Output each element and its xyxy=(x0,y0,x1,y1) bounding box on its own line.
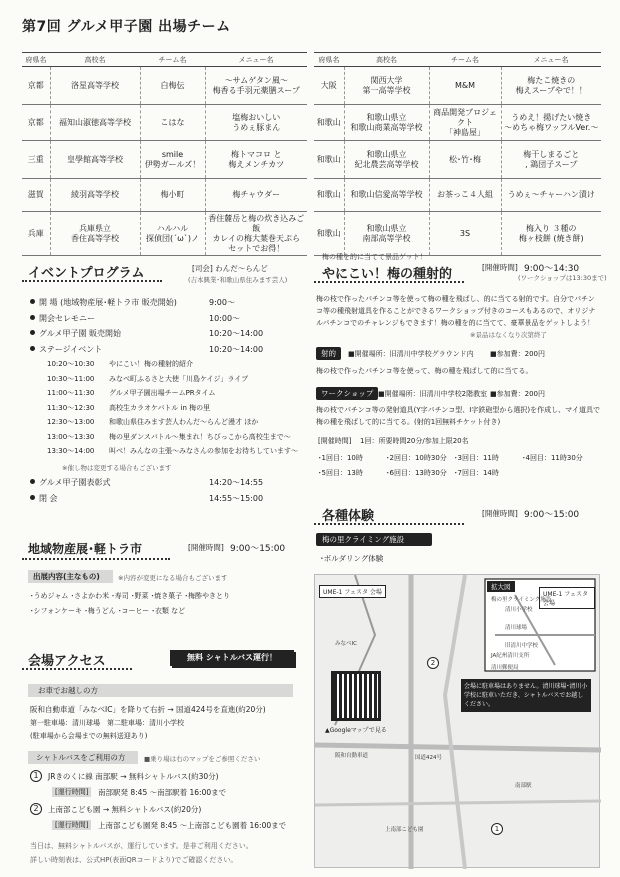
workshop-time-label: [開催時間] xyxy=(318,437,352,445)
team-row xyxy=(314,179,601,212)
target-hours-label: [開催時間] xyxy=(482,263,518,272)
stage-row xyxy=(47,403,210,413)
stage-desc: やにこい！梅の種射的紹介 xyxy=(109,360,193,368)
map-label: 梅の里クライミング施設 xyxy=(491,597,552,603)
shuttle-banner-text: 無料 シャトルバス運行！ xyxy=(171,651,293,665)
team-row xyxy=(314,67,601,105)
stage-note: ※催し物は変更する場合もございます xyxy=(62,464,172,472)
header-menu: メニュー名 xyxy=(501,53,601,67)
event-item xyxy=(30,344,263,355)
map-label: 上南部こども園 xyxy=(385,827,424,833)
event-item-label: 閉 会 xyxy=(39,493,58,503)
target-hours-ws: (ワークショップは13:30まで) xyxy=(518,274,607,282)
team-menu: 梅干しまるごと , 鶏団子スープ xyxy=(501,141,601,179)
map-zoom-label xyxy=(487,581,515,592)
team-row xyxy=(22,212,307,256)
header-school: 高校名 xyxy=(344,53,429,67)
team-pref: 京都 xyxy=(22,67,50,105)
map-venue-box-1 xyxy=(319,585,386,598)
experience-tag-text: 梅の里クライミング施設 xyxy=(322,535,405,544)
team-menu: 香住麓岳と梅の炊き込みご飯 カレイの梅大葉巻天ぷら セットでお得！ xyxy=(205,212,307,256)
workshop-session: ･3回目：11時 xyxy=(454,454,499,462)
stage-row xyxy=(47,359,193,369)
qr-code xyxy=(331,671,381,721)
workshop-session: ･5回目：13時 xyxy=(318,469,363,477)
team-menu: ～サムゲタン風～ 梅香る手羽元薬膳スープ xyxy=(205,67,307,105)
experience-title: 各種体験 xyxy=(322,509,375,524)
workshop-session: ･1回目：10時 xyxy=(318,454,363,462)
event-item xyxy=(30,328,263,339)
stage-desc: みなべ町ふるさと大使「川島ケイジ」ライブ xyxy=(109,374,249,383)
team-school: 皇學館高等学校 xyxy=(50,141,140,179)
mc-label: [司会] わんだ～らんど xyxy=(192,264,268,273)
car-tag xyxy=(28,684,293,697)
target-desc: 梅の枝で作ったパチンコ等を使って梅の種を飛ばし、的に当てる射的です。自分でパチンコ等の種飛射道具を作ることができるワークショップ付きのコースもあるので、オリジナルパチンコでのチャレンジもできます！梅の種を的に当てて、豪華景品をゲットしよう！ xyxy=(316,295,596,327)
team-row xyxy=(22,141,307,179)
stage-row xyxy=(47,446,298,456)
map-notice: 会場に駐車場はありません。清川球場･清川小学校に駐車いただき、シャトルバスでお越しください。 xyxy=(461,679,591,712)
car-tag-text: お車でお越しの方 xyxy=(38,686,98,695)
stage-desc: 叫べ！みんなの主張～みなさんの参加をお待ちしています～ xyxy=(109,447,298,455)
target-title: やにこい！梅の種射的 xyxy=(322,267,453,282)
market-underline xyxy=(22,554,170,560)
team-team: 白梅伝 xyxy=(140,67,205,105)
event-title-underline xyxy=(22,276,162,282)
map-venue-box-2-text: UME-1 フェスタ 会場 xyxy=(543,591,588,607)
team-pref: 三重 xyxy=(22,141,50,179)
team-pref: 大阪 xyxy=(314,67,344,105)
map-label: 清川球場 xyxy=(505,625,528,631)
event-item-label: グルメ甲子園 販売開始 xyxy=(39,329,122,338)
team-menu: うめえ！揚げたい焼き ～めちゃ梅ワッフルVer.～ xyxy=(501,105,601,141)
event-item-time: 10:20～14:00 xyxy=(209,329,264,338)
market-tag xyxy=(28,570,113,583)
map-label: 国道424号 xyxy=(415,755,442,761)
workshop-session: ･4回目：11時30分 xyxy=(522,454,583,462)
parking-note: (駐車場から会場までの無料送迎あり) xyxy=(30,732,148,740)
bullet-icon xyxy=(30,299,35,304)
stage-desc: グルメ甲子園出場チームPRタイム xyxy=(109,389,216,397)
market-line1: ･うめジャム ･さよかわ米 ･寿司 ･野菜 ･焼き菓子 ･梅酢やきとり xyxy=(30,592,230,600)
team-school: 和歌山県立 紀北農芸高等学校 xyxy=(344,141,429,179)
shateki-fee: ■参加費：200円 xyxy=(490,350,545,358)
shateki-place: ■開催場所：旧清川中学校グラウンド内 xyxy=(348,350,474,358)
map-label: みなべIC xyxy=(335,641,357,647)
stage-time: 13:30～14:00 xyxy=(47,447,95,455)
map-label: 阪和自動車道 xyxy=(335,753,369,759)
team-team: 梅小町 xyxy=(140,179,205,212)
shuttle-note: ■乗り場は右のマップをご参照ください xyxy=(144,755,261,763)
experience-item: ･ボルダリング体験 xyxy=(320,554,384,563)
event-item xyxy=(30,297,235,308)
team-pref: 京都 xyxy=(22,105,50,141)
team-menu: うめぇ～チャーハン漬け xyxy=(501,179,601,212)
team-pref: 兵庫 xyxy=(22,212,50,256)
team-pref: 和歌山 xyxy=(314,105,344,141)
route1: JRきのくに線 南部駅 → 無料シャトルバス(約30分) xyxy=(48,772,219,781)
market-title: 地域物産展･軽トラ市 xyxy=(28,542,143,556)
workshop-place: ■開催場所：旧清川中学校2階教室 xyxy=(378,390,488,398)
event-item-time: 10:20～14:00 xyxy=(209,344,264,354)
shuttle-tag xyxy=(28,751,138,764)
route2: 上南部こども園 → 無料シャトルバス(約20分) xyxy=(48,805,202,814)
stage-row xyxy=(47,417,258,427)
stage-time: 12:30～13:00 xyxy=(47,418,95,426)
team-team: お茶っこ４人組 xyxy=(429,179,501,212)
market-note: ※内容が変更になる場合もございます xyxy=(118,574,228,582)
map-label: 清川小学校 xyxy=(505,607,533,613)
team-school: 福知山淑徳高等学校 xyxy=(50,105,140,141)
workshop-desc: 梅の枝でパチンコ等の発射道具(Y字パチンコ型、I字鉄砲型から選択)を作成し、マイ道具で梅の種を飛ばして的に当てる。(射的1回無料チケット付き) xyxy=(316,406,600,426)
event-item xyxy=(30,313,240,324)
route1-hours-label: [運行時間] xyxy=(52,787,91,797)
page-title: 第7回 グルメ甲子園 出場チーム xyxy=(22,19,231,35)
bullet-icon xyxy=(30,479,35,484)
event-item-label: ステージイベント xyxy=(39,344,103,354)
map-label: 清川郵便局 xyxy=(491,665,519,671)
stage-time: 11:00～11:30 xyxy=(47,389,95,397)
access-title: 会場アクセス xyxy=(28,654,106,669)
workshop-tag: ワークショップ xyxy=(316,387,378,400)
stage-desc: 和歌山県住みます芸人わんだ～らんど漫才 ほか xyxy=(109,418,259,426)
market-hours: 9:00～15:00 xyxy=(230,544,286,554)
map-label: JA紀州清川支所 xyxy=(491,653,530,659)
qr-caption: ▲Googleマップで見る xyxy=(325,727,387,734)
header-pref: 府県名 xyxy=(22,53,50,67)
parking: 第一駐車場：清川球場 第二駐車場：清川小学校 xyxy=(30,719,184,727)
team-row xyxy=(314,212,601,256)
target-hours: 9:00～14:30 xyxy=(524,264,580,274)
event-item-label: 開会セレモニー xyxy=(39,313,95,323)
experience-underline xyxy=(314,519,464,525)
bullet-icon xyxy=(30,315,35,320)
team-team: 商品開発プロジェクト 「神島屋」 xyxy=(429,105,501,141)
access-footer2: 詳しい時刻表は、公式HP(表面QRコードより)でご確認ください。 xyxy=(30,856,238,864)
team-pref: 和歌山 xyxy=(314,141,344,179)
team-team: こはな xyxy=(140,105,205,141)
team-menu: 梅トマコロ と 梅えメンチカツ xyxy=(205,141,307,179)
stage-row xyxy=(47,388,216,398)
route1-number: 1 xyxy=(30,770,42,782)
event-item-time: 9:00～ xyxy=(209,298,235,307)
car-line: 阪和自動車道「みなべIC」を降りて右折 → 国道424号を直進(約20分) xyxy=(30,705,266,714)
workshop-fee: ■参加費：200円 xyxy=(490,390,545,398)
team-school: 和歌山県立 和歌山商業高等学校 xyxy=(344,105,429,141)
teams-table-right xyxy=(314,52,601,256)
teams-table-left xyxy=(22,52,307,256)
route2-number: 2 xyxy=(30,803,42,815)
event-item-label: 開 場 (地域物産展･軽トラ市 販売開始) xyxy=(39,298,177,307)
team-school: 綾羽高等学校 xyxy=(50,179,140,212)
team-school: 洛星高等学校 xyxy=(50,67,140,105)
team-row xyxy=(22,67,307,105)
stage-row xyxy=(47,374,248,384)
shuttle-tag-text: シャトルバスをご利用の方 xyxy=(36,753,126,762)
market-line2: ･シフォンケーキ ･梅うどん ･コーヒー ･衣類 など xyxy=(30,607,186,615)
team-pref: 和歌山 xyxy=(314,179,344,212)
workshop-time-note: 1回：所要時間20分/参加上限20名 xyxy=(360,437,469,445)
event-item-time: 10:00～ xyxy=(209,313,241,323)
team-team: M&M xyxy=(429,67,501,105)
event-item xyxy=(30,493,263,504)
stage-time: 13:00～13:30 xyxy=(47,432,95,441)
bullet-icon xyxy=(30,495,35,500)
team-team: 3S xyxy=(429,212,501,256)
bullet-icon xyxy=(30,346,35,351)
workshop-session: ･7回目：14時 xyxy=(454,469,499,477)
team-school: 兵庫県立 香住高等学校 xyxy=(50,212,140,256)
header-school: 高校名 xyxy=(50,53,140,67)
team-team: 松･竹･梅 xyxy=(429,141,501,179)
map-label: 旧清川中学校 xyxy=(505,643,539,649)
team-team: smile 伊勢ガールズ！ xyxy=(140,141,205,179)
target-desc-note: ※景品はなくなり次第終了 xyxy=(470,331,547,339)
access-footer1: 当日は、無料シャトルバスが、運行しています。是非ご利用ください。 xyxy=(30,842,253,850)
event-item-time: 14:55～15:00 xyxy=(209,493,264,503)
stage-desc: 梅の里ダンスバトル～集まれ！ちびっこから高校生まで～ xyxy=(109,432,291,441)
stage-time: 10:30～11:00 xyxy=(47,374,95,383)
team-row xyxy=(314,105,601,141)
team-pref: 和歌山 xyxy=(314,212,344,256)
map-venue-box-1-text: UME-1 フェスタ 会場 xyxy=(323,589,382,596)
target-pre: 梅の種を的に当てて景品ゲット！ xyxy=(322,253,427,261)
team-menu: 梅チャウダー xyxy=(205,179,307,212)
market-hours-label: [開催時間] xyxy=(188,543,224,552)
header-team: チーム名 xyxy=(429,53,501,67)
workshop-session: ･6回目：13時30分 xyxy=(386,469,447,477)
team-school: 関西大学 第一高等学校 xyxy=(344,67,429,105)
event-program-title: イベントプログラム xyxy=(28,266,145,281)
map-label: 南部駅 xyxy=(515,783,532,789)
route2-hours-label: [運行時間] xyxy=(52,820,91,830)
stage-row xyxy=(47,432,291,442)
team-row xyxy=(314,141,601,179)
team-row xyxy=(22,105,307,141)
target-title-underline xyxy=(314,277,464,283)
market-tag-text: 出展内容(主なもの) xyxy=(33,572,100,581)
experience-tag xyxy=(316,533,432,546)
header-pref: 府県名 xyxy=(314,53,344,67)
workshop-session: ･2回目：10時30分 xyxy=(386,454,447,462)
map-zoom-label-text: 拡大図 xyxy=(491,583,511,591)
event-item-time: 14:20～14:55 xyxy=(209,478,264,487)
team-team: ハルハル 探偵団(´ω`)ノ xyxy=(140,212,205,256)
team-menu: 梅たこ焼きの 梅えスープやで！！ xyxy=(501,67,601,105)
stage-time: 10:20～10:30 xyxy=(47,360,95,368)
access-map xyxy=(314,574,600,868)
map-roads xyxy=(315,575,601,869)
header-team: チーム名 xyxy=(140,53,205,67)
shateki-tag: 射的 xyxy=(316,347,341,360)
event-item xyxy=(30,477,263,488)
mc-sub: (吉本興業･和歌山県住みます芸人) xyxy=(188,276,288,284)
route2-hours: 上南部こども園発 8:45 ～上南部こども園着 16:00まで xyxy=(98,821,287,830)
header-menu: メニュー名 xyxy=(205,53,307,67)
bullet-icon xyxy=(30,330,35,335)
team-pref: 滋賀 xyxy=(22,179,50,212)
map-marker-2: 1 xyxy=(491,823,503,835)
event-item-label: グルメ甲子園表彰式 xyxy=(39,478,111,487)
experience-hours: 9:00～15:00 xyxy=(524,510,580,520)
team-menu: 梅入り ３種の 梅ヶ枝餅 (焼き餅) xyxy=(501,212,601,256)
shuttle-banner xyxy=(170,650,294,666)
stage-time: 11:30～12:30 xyxy=(47,403,95,412)
access-underline xyxy=(22,664,132,670)
map-marker-1: 2 xyxy=(427,657,439,669)
stage-desc: 高校生カラオケバトル in 梅の里 xyxy=(109,403,211,412)
team-school: 和歌山信愛高等学校 xyxy=(344,179,429,212)
shateki-desc: 梅の枝で作ったパチンコ等を使って、梅の種を飛ばして的に当てる。 xyxy=(316,367,533,375)
route1-hours: 南部駅発 8:45 ～南部駅着 16:00まで xyxy=(98,788,227,797)
team-menu: 塩梅おいしい うめぇ豚まん xyxy=(205,105,307,141)
experience-hours-label: [開催時間] xyxy=(482,509,518,518)
team-row xyxy=(22,179,307,212)
team-school: 和歌山県立 南部高等学校 xyxy=(344,212,429,256)
